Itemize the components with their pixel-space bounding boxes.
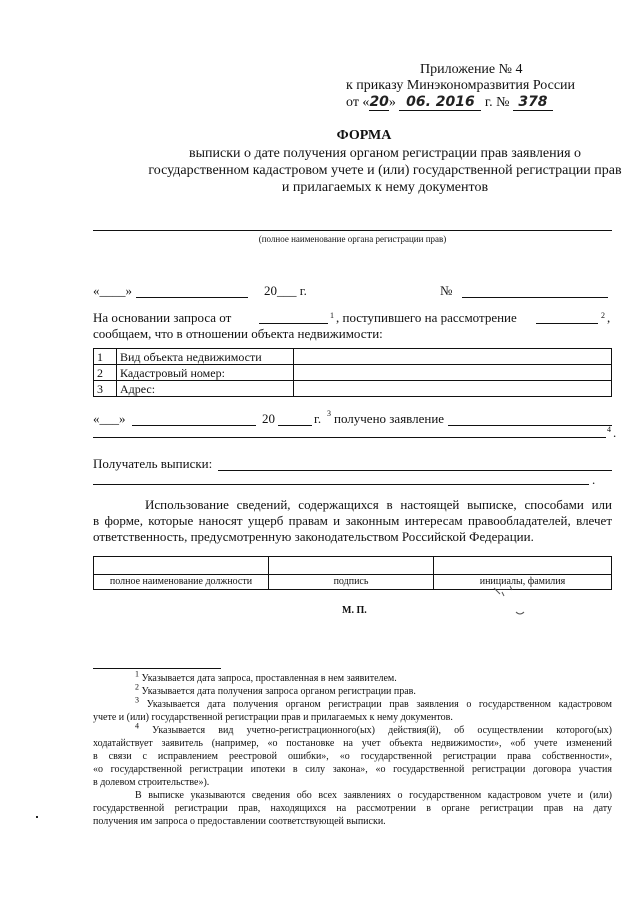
received-text: получено заявление <box>334 411 445 426</box>
footnote-ref-4: 4 <box>607 425 611 434</box>
table-row <box>94 349 612 365</box>
footnote-3-line-2: учете и (или) государственной регистрации прав и прилагаемых к нему документов. <box>93 712 453 723</box>
basis-text-2: , поступившего на рассмотрение <box>336 310 517 325</box>
footnote-1 <box>93 669 612 685</box>
footnote-ref-3: 3 <box>327 409 331 418</box>
initials-field[interactable] <box>434 557 612 575</box>
footnote-ref-1: 1 <box>330 311 334 320</box>
received-month-line <box>132 425 256 426</box>
stamp-place: М. П. <box>342 605 367 616</box>
received-period: . <box>613 425 617 440</box>
date-quote-close: » <box>388 95 396 110</box>
footnote-ref-2: 2 <box>601 311 605 320</box>
row-value[interactable] <box>294 365 612 381</box>
recipient-period: . <box>592 472 596 487</box>
footnote-3-text: Указывается дата получения органом регистрации прав заявления о государственном кадастровом <box>146 699 613 710</box>
footnote-2-text: Указывается дата получения запроса органом регистрации прав. <box>141 686 416 697</box>
table-row <box>94 381 612 397</box>
signature-blank-row <box>94 557 612 575</box>
footnote-1-text: Указывается дата запроса, проставленная в нем заявителем. <box>141 673 397 684</box>
warning-paragraph <box>93 497 612 545</box>
recipient-line-2 <box>93 484 589 485</box>
request-date-line <box>259 323 328 324</box>
signature-field[interactable] <box>269 557 434 575</box>
position-caption: полное наименование должности <box>94 575 269 590</box>
footnote-separator <box>93 668 221 669</box>
footnote-4-number: 4 <box>135 721 139 731</box>
extract-year: 20___ г. <box>264 283 307 298</box>
warning-line-1: Использование сведений, содержащихся в настоящей выписке, способами или <box>145 497 612 512</box>
signature-caption: подпись <box>269 575 434 590</box>
extract-date-quotes: «____» <box>93 283 132 298</box>
footnote-4-line-5: в долевом строительстве»). <box>93 777 210 788</box>
handwritten-day: 20 <box>369 94 389 110</box>
note-line-3: получения им запроса о предоставлении соответствующей выписки. <box>93 816 386 827</box>
footnote-1-number: 1 <box>135 669 139 679</box>
note-line-1: В выписке указываются сведения обо всех заявлениях о государственном кадастровом учете и (или) <box>135 790 612 801</box>
date-suffix: г. № <box>484 95 510 110</box>
received-application-line-2 <box>93 437 606 438</box>
recipient-label: Получатель выписки: <box>93 456 213 471</box>
row-number: 2 <box>94 365 117 381</box>
organ-name-line <box>93 230 612 231</box>
form-subtitle <box>40 145 640 196</box>
handwritten-month-year: 06. 2016 <box>399 94 481 111</box>
appendix-title: Приложение № 4 <box>420 62 523 77</box>
row-label: Вид объекта недвижимости <box>117 349 294 365</box>
form-title: ФОРМА <box>336 128 392 143</box>
warning-line-2: в форме, которые наносят ущерб правам и законным интересам правообладателей, влечет <box>93 513 612 528</box>
organ-name-caption: (полное наименование органа регистрации прав) <box>258 234 447 244</box>
initials-caption: инициалы, фамилия <box>434 575 612 590</box>
received-date-quotes: «___» <box>93 411 126 426</box>
footnote-4-line-3: в связи с исправлением реестровой ошибки», «о государственной регистрации права собственности», <box>93 751 612 762</box>
note-line-2: государственной регистрации прав, находящихся на рассмотрении в органе регистрации прав на дату <box>93 803 612 814</box>
footnote-3-number: 3 <box>135 695 139 705</box>
row-number: 1 <box>94 349 117 365</box>
received-application-line <box>448 425 612 426</box>
received-date-line <box>536 323 598 324</box>
recipient-line-1 <box>218 470 612 471</box>
order-date-line <box>346 94 553 111</box>
scan-marks <box>480 582 540 622</box>
received-year-line <box>278 425 312 426</box>
row-value[interactable] <box>294 381 612 397</box>
footnote-4-line-2: ходатайствует заявитель (например, «о постановке на учет объекта недвижимости», «об учете изменений <box>93 738 612 749</box>
row-label: Адрес: <box>117 381 294 397</box>
extract-month-line <box>136 297 248 298</box>
footnote-4-line-4: «о государственной регистрации ипотеки в силу закона», «о государственной регистрации договора участия <box>93 764 612 775</box>
position-field[interactable] <box>94 557 269 575</box>
warning-line-3: ответственность, предусмотренную законодательством Российской Федерации. <box>93 529 534 544</box>
row-value[interactable] <box>294 349 612 365</box>
received-g: г. <box>314 411 322 426</box>
extract-number-sign: № <box>440 283 453 298</box>
received-year: 20 <box>262 411 275 426</box>
basis-comma: , <box>607 310 611 325</box>
subtitle-line-2: государственном кадастровом учете и (или) государственной регистрации прав <box>148 163 622 178</box>
subtitle-line-3: и прилагаемых к нему документов <box>281 180 489 195</box>
scan-dot <box>36 816 38 818</box>
extract-number-line <box>462 297 608 298</box>
order-reference: к приказу Минэкономразвития России <box>346 78 576 93</box>
basis-line-1 <box>93 310 612 326</box>
date-prefix: от « <box>346 95 370 110</box>
footnote-2 <box>93 682 612 698</box>
row-label: Кадастровый номер: <box>117 365 294 381</box>
object-table <box>93 348 612 397</box>
footnote-4-line-1 <box>93 721 612 737</box>
footnotes <box>93 669 613 828</box>
basis-line-2: сообщаем, что в отношении объекта недвижимости: <box>93 326 383 341</box>
footnote-3-line-1 <box>93 695 613 711</box>
basis-text-1: На основании запроса от <box>93 310 232 325</box>
footnote-2-number: 2 <box>135 682 139 692</box>
subtitle-line-1: выписки о дате получения органом регистрации прав заявления о <box>188 146 582 161</box>
table-row <box>94 365 612 381</box>
handwritten-order-number: 378 <box>513 94 553 111</box>
row-number: 3 <box>94 381 117 397</box>
footnote-4-text: Указывается вид учетно-регистрационного(ых) действия(й), об осуществлении которого(ых) <box>152 725 612 736</box>
